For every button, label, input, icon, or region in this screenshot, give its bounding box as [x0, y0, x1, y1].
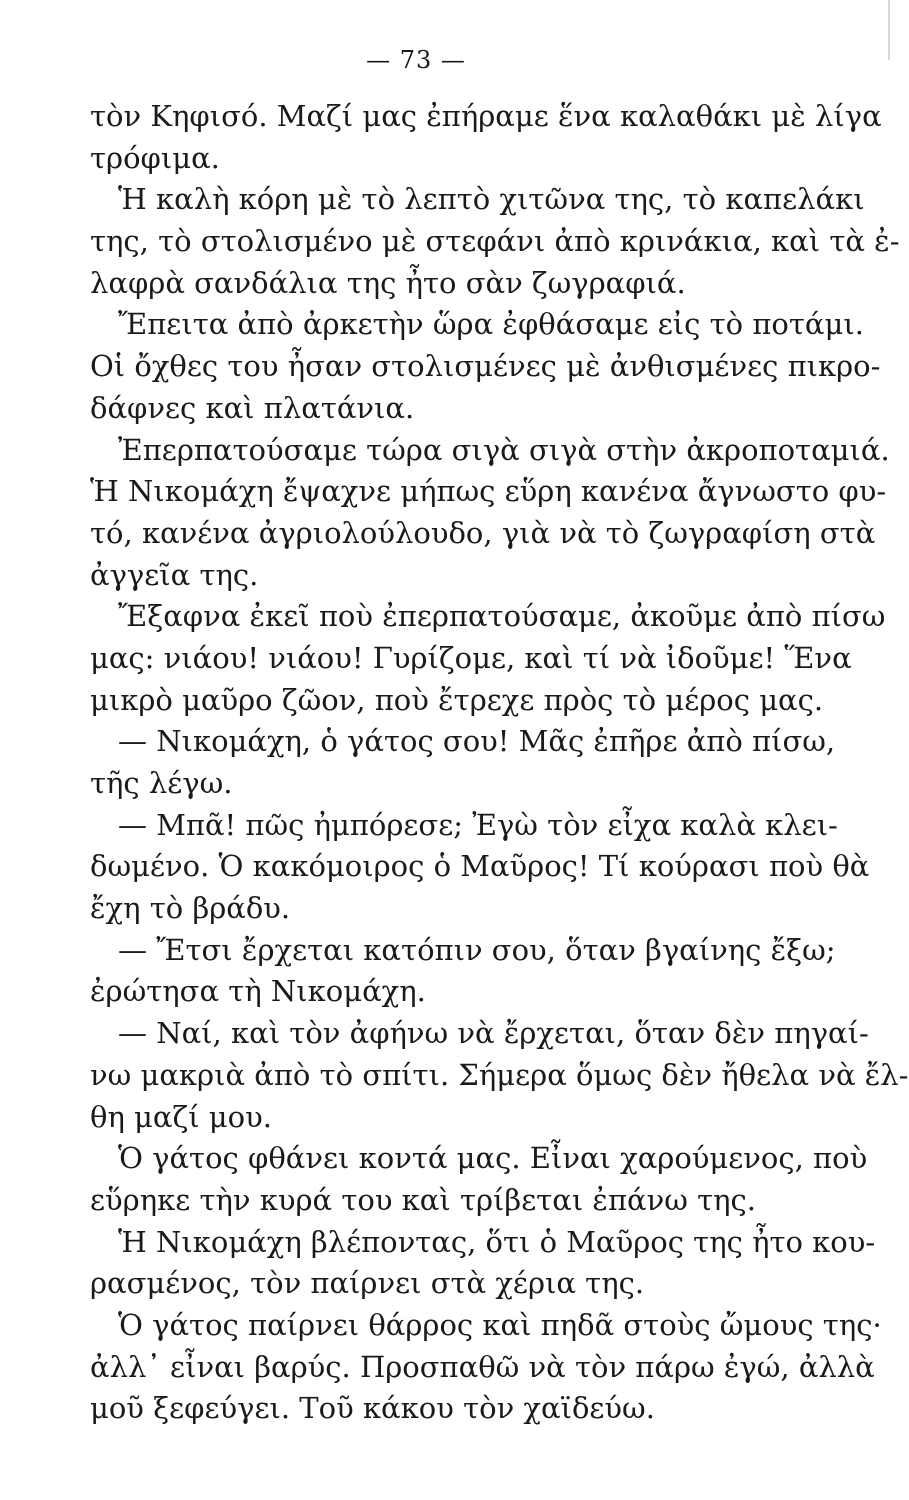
- text-line: Ἡ καλὴ κόρη μὲ τὸ λεπτὸ χιτῶνα της, τὸ καπελάκι: [118, 182, 865, 217]
- text-line: δωμένο. Ὁ κακόμοιρος ὁ Μαῦρος! Τί κούρασι ποὺ θὰ: [90, 849, 870, 884]
- text-line: Ἡ Νικομάχη βλέποντας, ὅτι ὁ Μαῦρος της ἦτο κου-: [118, 1224, 876, 1259]
- text-line: ἐρώτησα τὴ Νικομάχη.: [90, 974, 426, 1009]
- text-line: τὸν Κηφισό. Μαζί μας ἐπήραμε ἕνα καλαθάκι μὲ λίγα: [90, 99, 882, 133]
- text-line: ρασμένος, τὸν παίρνει στὰ χέρια της.: [90, 1266, 645, 1301]
- text-line: Ἡ Νικομάχη ἔψαχνε μήπως εὕρη κανένα ἄγνωστο φυ-: [90, 474, 887, 509]
- text-line: μικρὸ μαῦρο ζῶον, ποὺ ἔτρεχε πρὸς τὸ μέρος μας.: [90, 682, 824, 717]
- text-line: ἀγγεῖα της.: [90, 557, 259, 592]
- body-text: [90, 96, 909, 1430]
- text-line: — Νικομάχη, ὁ γάτος σου! Μᾶς ἐπῆρε ἀπὸ πίσω,: [118, 724, 836, 759]
- text-line: μας: νιάου! νιάου! Γυρίζομε, καὶ τί νὰ ἰδοῦμε! Ἕνα: [90, 640, 852, 675]
- page-number: — 73 —: [366, 46, 466, 74]
- text-line: Ὁ γάτος φθάνει κοντά μας. Εἶναι χαρούμενος, ποὺ: [118, 1141, 868, 1176]
- text-line: νω μακριὰ ἀπὸ τὸ σπίτι. Σήμερα ὅμως δὲν ἤθελα νὰ ἔλ-: [90, 1057, 909, 1092]
- text-line: τό, κανένα ἀγριολούλουδο, γιὰ νὰ τὸ ζωγραφίση στὰ: [90, 515, 876, 550]
- text-line: θη μαζί μου.: [90, 1099, 272, 1134]
- text-line: — Μπᾶ! πῶς ἠμπόρεσε; Ἐγὼ τὸν εἶχα καλὰ κλει-: [118, 807, 838, 842]
- text-line: μοῦ ξεφεύγει. Τοῦ κάκου τὸν χαϊδεύω.: [90, 1391, 655, 1426]
- text-line: ἔχη τὸ βράδυ.: [90, 891, 291, 926]
- text-line: Οἱ ὄχθες του ἦσαν στολισμένες μὲ ἀνθισμένες πικρο-: [90, 349, 881, 384]
- text-line: Ἐπερπατούσαμε τώρα σιγὰ σιγὰ στὴν ἀκροποταμιά.: [118, 432, 890, 467]
- text-line: Ἔξαφνα ἐκεῖ ποὺ ἐπερπατούσαμε, ἀκοῦμε ἀπὸ πίσω: [118, 599, 886, 634]
- text-line: — Ἔτσι ἔρχεται κατόπιν σου, ὅταν βγαίνης ἔξω;: [118, 932, 836, 967]
- text-line: τῆς λέγω.: [90, 766, 233, 800]
- text-line: της, τὸ στολισμένο μὲ στεφάνι ἀπὸ κρινάκια, καὶ τὰ ἐ-: [90, 224, 900, 259]
- text-line: εὕρηκε τὴν κυρά του καὶ τρίβεται ἐπάνω της.: [90, 1182, 757, 1217]
- text-line: τρόφιμα.: [90, 140, 220, 175]
- text-line: — Ναί, καὶ τὸν ἀφήνω νὰ ἔρχεται, ὅταν δὲν πηγαί-: [118, 1016, 869, 1051]
- page-edge-shadow: [888, 0, 890, 60]
- text-line: δάφνες καὶ πλατάνια.: [90, 390, 415, 425]
- text-line: Ἔπειτα ἀπὸ ἀρκετὴν ὥρα ἐφθάσαμε εἰς τὸ ποτάμι.: [118, 307, 864, 342]
- text-line: ἀλλ᾿ εἶναι βαρύς. Προσπαθῶ νὰ τὸν πάρω ἐγώ, ἀλλὰ: [90, 1349, 875, 1384]
- text-line: Ὁ γάτος παίρνει θάρρος καὶ πηδᾶ στοὺς ὤμους της·: [118, 1307, 882, 1342]
- text-line: λαφρὰ σανδάλια της ἦτο σὰν ζωγραφιά.: [90, 265, 686, 300]
